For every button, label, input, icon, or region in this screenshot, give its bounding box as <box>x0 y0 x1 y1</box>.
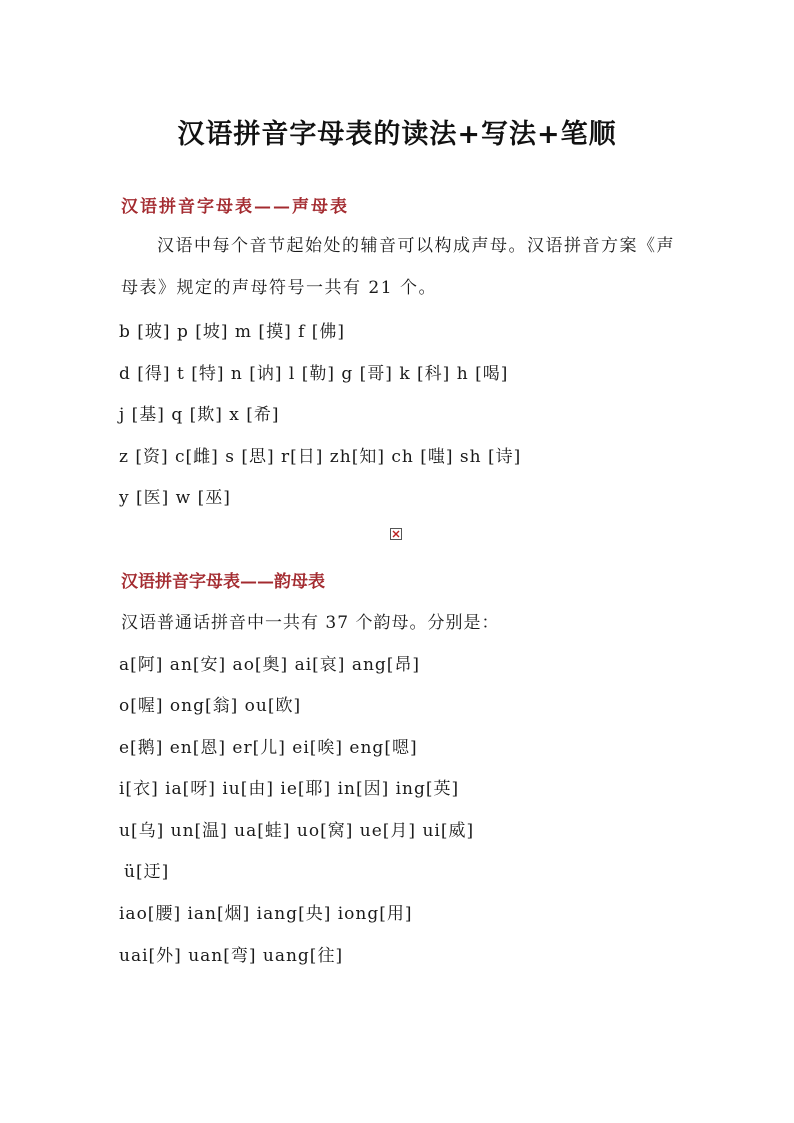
initials-row: j [基] q [欺] x [希] <box>119 405 280 425</box>
finals-row: e[鹅] en[恩] er[儿] ei[唉] eng[嗯] <box>119 738 418 758</box>
initials-row: z [资] c[雌] s [思] r[日] zh[知] ch [嗤] sh [诗] <box>119 447 522 467</box>
broken-image-icon <box>390 528 402 540</box>
finals-row: i[衣] ia[呀] iu[由] ie[耶] in[因] ing[英] <box>119 779 460 799</box>
finals-row: iao[腰] ian[烟] iang[央] iong[用] <box>119 904 413 924</box>
initials-intro-paragraph: 汉语中每个音节起始处的辅音可以构成声母。汉语拼音方案《声母表》规定的声母符号一共有 21 个。 <box>121 236 675 298</box>
finals-row: u[乌] un[温] ua[蛙] uo[窝] ue[月] ui[威] <box>119 821 475 841</box>
initials-section-heading: 汉语拼音字母表——声母表 <box>121 197 349 217</box>
initials-row: d [得] t [特] n [讷] l [勒] g [哥] k [科] h [喝] <box>119 364 509 384</box>
finals-section-heading: 汉语拼音字母表——韵母表 <box>121 572 325 592</box>
initials-row: b [玻] p [坡] m [摸] f [佛] <box>119 322 346 342</box>
finals-row: a[阿] an[安] ao[奥] ai[哀] ang[昂] <box>119 655 421 675</box>
initials-row: y [医] w [巫] <box>119 488 231 508</box>
finals-row: uai[外] uan[弯] uang[往] <box>119 946 344 966</box>
document-title: 汉语拼音字母表的读法+写法+笔顺 <box>177 119 617 150</box>
finals-row: ü[迂] <box>124 862 170 882</box>
finals-row: o[喔] ong[翁] ou[欧] <box>119 696 302 716</box>
finals-intro-paragraph: 汉语普通话拼音中一共有 37 个韵母。分别是： <box>121 613 500 633</box>
